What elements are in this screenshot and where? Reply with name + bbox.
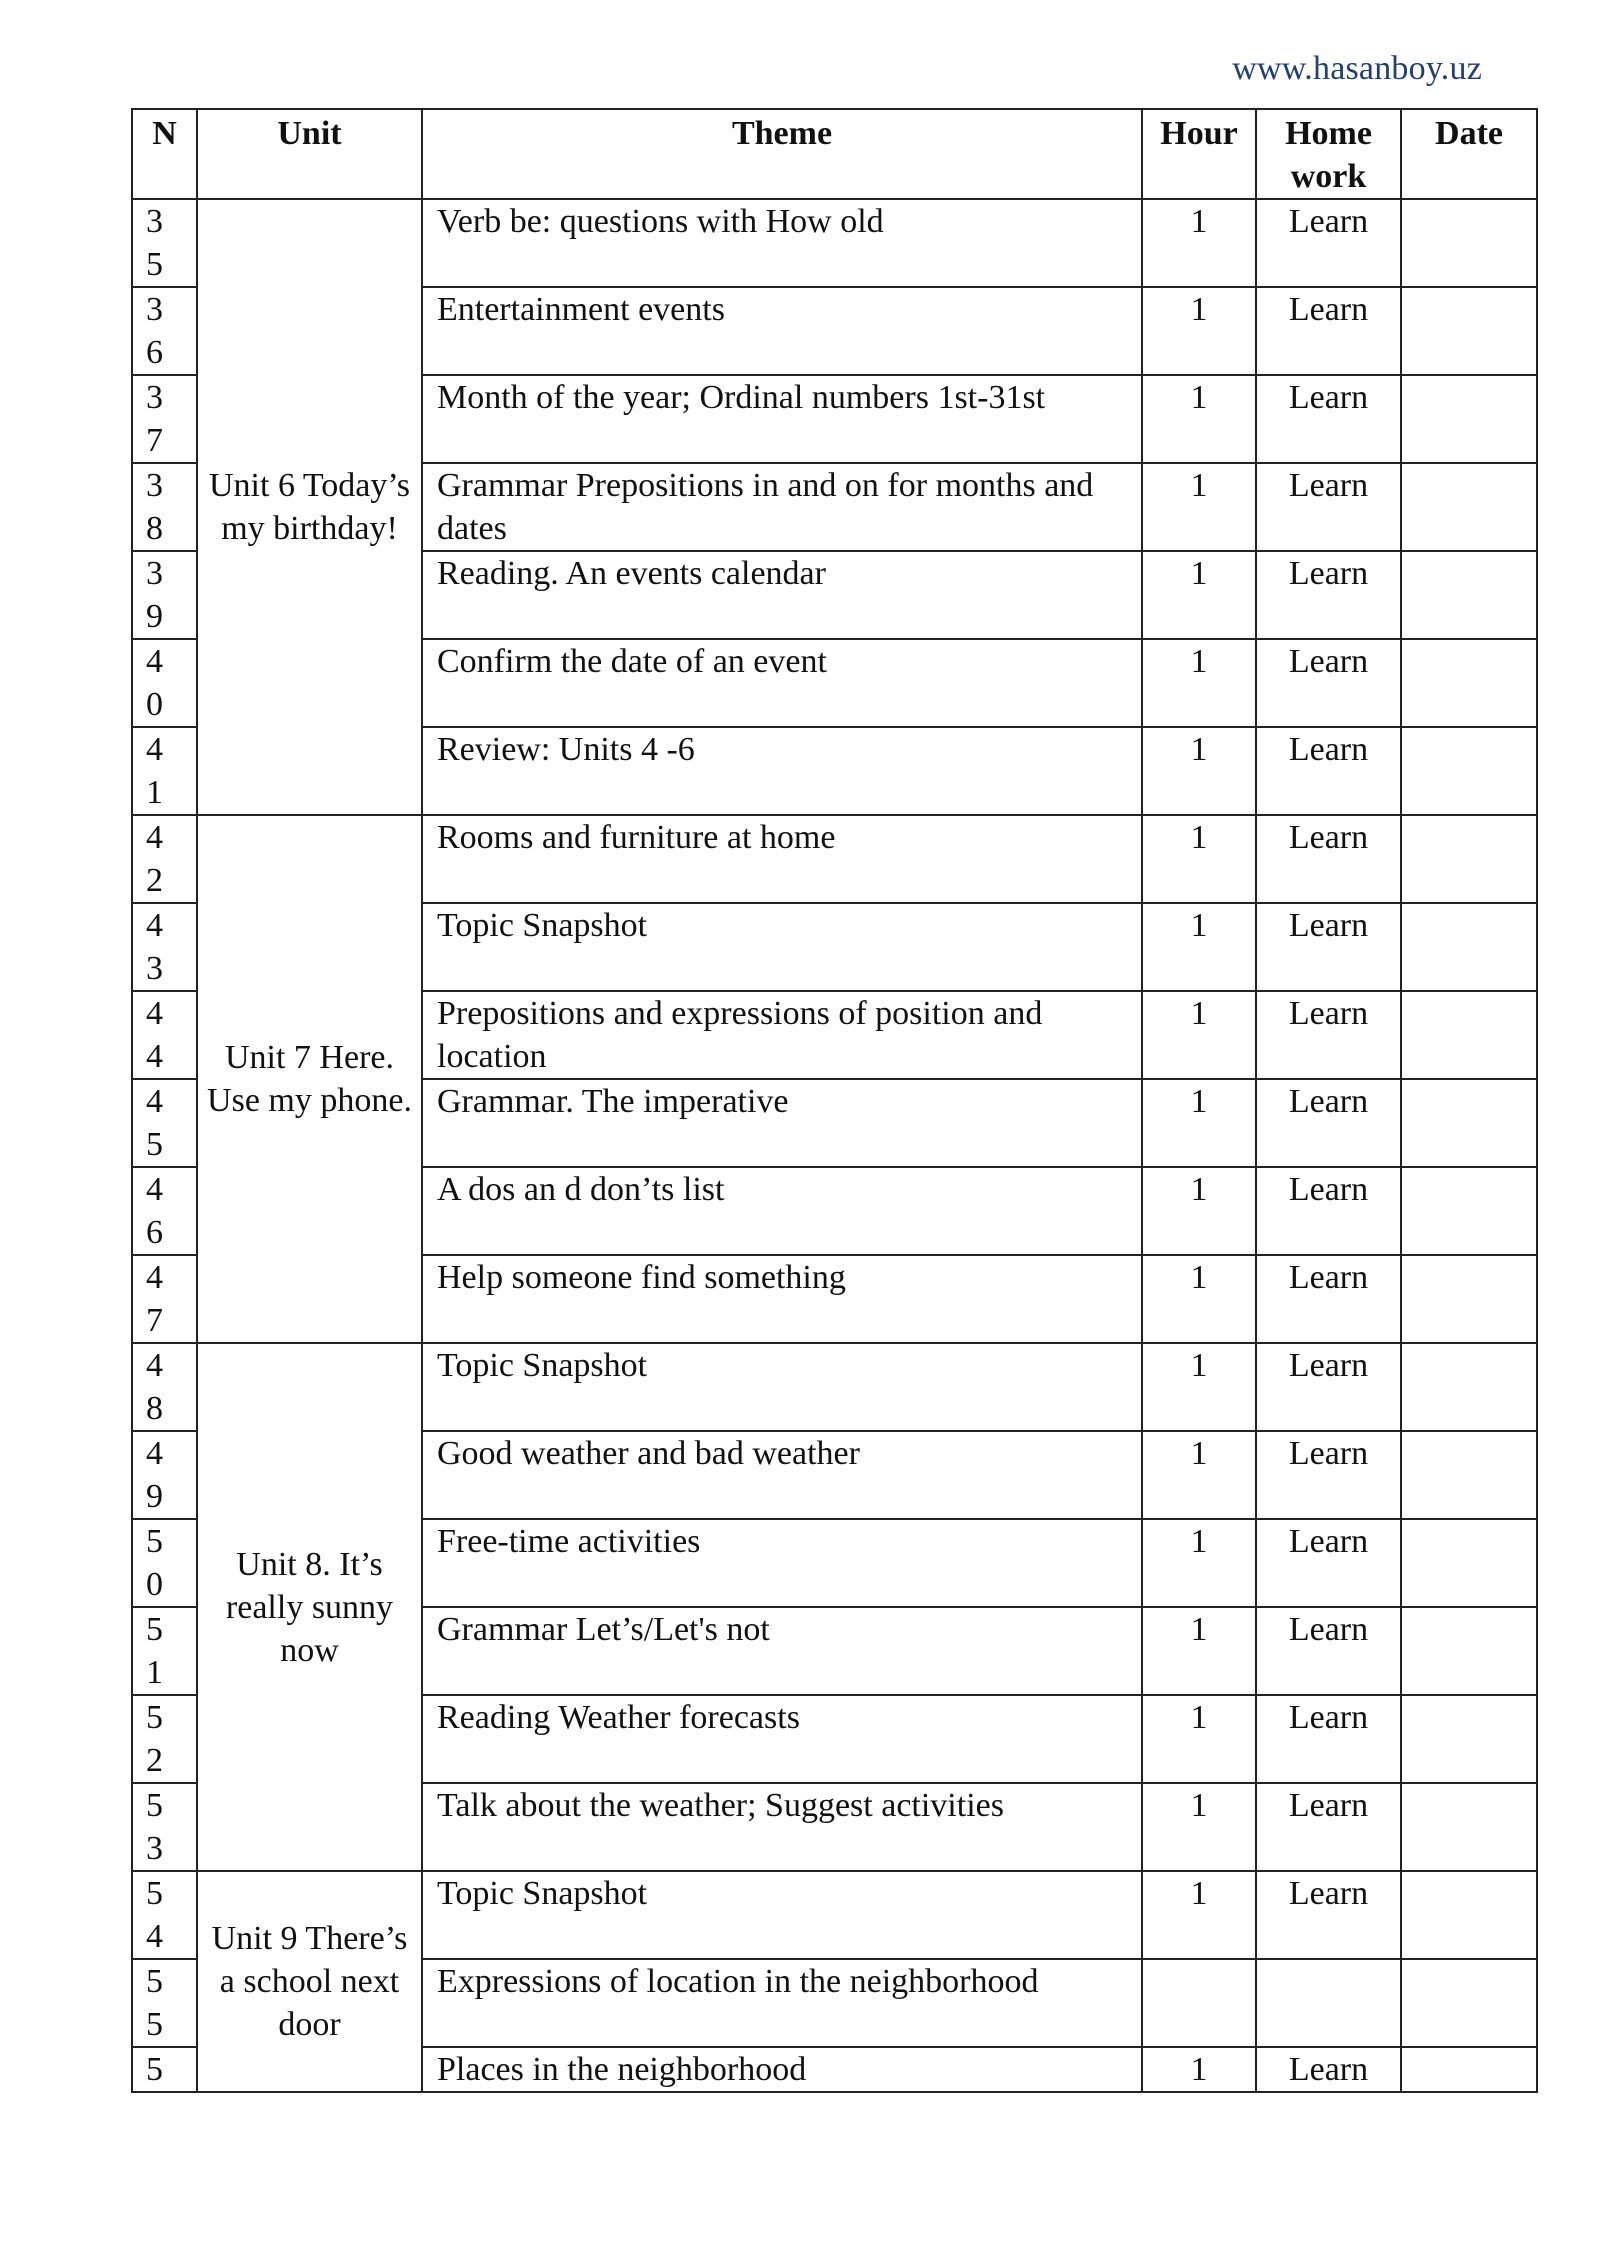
date-cell bbox=[1401, 639, 1537, 727]
column-header-hour: Hour bbox=[1142, 109, 1256, 199]
row-number: 38 bbox=[132, 463, 197, 551]
theme-cell: Grammar Prepositions in and on for months and dates bbox=[422, 463, 1142, 551]
row-number: 41 bbox=[132, 727, 197, 815]
theme-cell: Topic Snapshot bbox=[422, 1871, 1142, 1959]
hour-cell: 1 bbox=[1142, 1871, 1256, 1959]
homework-cell: Learn bbox=[1256, 1431, 1401, 1519]
row-number: 49 bbox=[132, 1431, 197, 1519]
table-row bbox=[132, 199, 1537, 287]
date-cell bbox=[1401, 815, 1537, 903]
column-header-theme: Theme bbox=[422, 109, 1142, 199]
date-cell bbox=[1401, 551, 1537, 639]
date-cell bbox=[1401, 1519, 1537, 1607]
homework-cell: Learn bbox=[1256, 1607, 1401, 1695]
homework-cell: Learn bbox=[1256, 287, 1401, 375]
column-header-n: N bbox=[132, 109, 197, 199]
hour-cell: 1 bbox=[1142, 903, 1256, 991]
column-header-unit: Unit bbox=[197, 109, 422, 199]
homework-cell: Learn bbox=[1256, 1255, 1401, 1343]
theme-cell: Topic Snapshot bbox=[422, 1343, 1142, 1431]
row-number: 44 bbox=[132, 991, 197, 1079]
row-number: 50 bbox=[132, 1519, 197, 1607]
theme-cell: A dos an d don’ts list bbox=[422, 1167, 1142, 1255]
hour-cell: 1 bbox=[1142, 1079, 1256, 1167]
hour-cell: 1 bbox=[1142, 463, 1256, 551]
column-header-date: Date bbox=[1401, 109, 1537, 199]
theme-cell: Talk about the weather; Suggest activities bbox=[422, 1783, 1142, 1871]
row-number: 48 bbox=[132, 1343, 197, 1431]
hour-cell: 1 bbox=[1142, 1519, 1256, 1607]
homework-cell: Learn bbox=[1256, 727, 1401, 815]
row-number: 46 bbox=[132, 1167, 197, 1255]
hour-cell: 1 bbox=[1142, 2047, 1256, 2092]
homework-cell: Learn bbox=[1256, 639, 1401, 727]
date-cell bbox=[1401, 375, 1537, 463]
date-cell bbox=[1401, 463, 1537, 551]
theme-cell: Prepositions and expressions of position and location bbox=[422, 991, 1142, 1079]
hour-cell: 1 bbox=[1142, 815, 1256, 903]
date-cell bbox=[1401, 1695, 1537, 1783]
site-url[interactable]: www.hasanboy.uz bbox=[1232, 50, 1482, 87]
theme-cell: Month of the year; Ordinal numbers 1st-31st bbox=[422, 375, 1142, 463]
homework-cell: Learn bbox=[1256, 199, 1401, 287]
hour-cell: 1 bbox=[1142, 1783, 1256, 1871]
date-cell bbox=[1401, 1871, 1537, 1959]
row-number: 5 bbox=[132, 2047, 197, 2092]
date-cell bbox=[1401, 727, 1537, 815]
date-cell bbox=[1401, 199, 1537, 287]
row-number: 45 bbox=[132, 1079, 197, 1167]
row-number: 43 bbox=[132, 903, 197, 991]
row-number: 42 bbox=[132, 815, 197, 903]
hour-cell: 1 bbox=[1142, 1695, 1256, 1783]
date-cell bbox=[1401, 2047, 1537, 2092]
date-cell bbox=[1401, 1255, 1537, 1343]
homework-cell bbox=[1256, 1959, 1401, 2047]
hour-cell: 1 bbox=[1142, 639, 1256, 727]
row-number: 51 bbox=[132, 1607, 197, 1695]
date-cell bbox=[1401, 1783, 1537, 1871]
row-number: 52 bbox=[132, 1695, 197, 1783]
lesson-plan-table bbox=[131, 108, 1538, 2093]
row-number: 36 bbox=[132, 287, 197, 375]
hour-cell: 1 bbox=[1142, 1167, 1256, 1255]
column-header-homework: Home work bbox=[1256, 109, 1401, 199]
unit-cell: Unit 7 Here. Use my phone. bbox=[197, 815, 422, 1343]
homework-cell: Learn bbox=[1256, 463, 1401, 551]
date-cell bbox=[1401, 991, 1537, 1079]
date-cell bbox=[1401, 1431, 1537, 1519]
table-row bbox=[132, 815, 1537, 903]
hour-cell: 1 bbox=[1142, 287, 1256, 375]
table-row bbox=[132, 1871, 1537, 1959]
date-cell bbox=[1401, 1167, 1537, 1255]
theme-cell: Expressions of location in the neighborhood bbox=[422, 1959, 1142, 2047]
unit-cell: Unit 9 There’s a school next door bbox=[197, 1871, 422, 2092]
theme-cell: Reading Weather forecasts bbox=[422, 1695, 1142, 1783]
theme-cell: Grammar Let’s/Let's not bbox=[422, 1607, 1142, 1695]
homework-cell: Learn bbox=[1256, 551, 1401, 639]
theme-cell: Grammar. The imperative bbox=[422, 1079, 1142, 1167]
hour-cell: 1 bbox=[1142, 1343, 1256, 1431]
hour-cell: 1 bbox=[1142, 199, 1256, 287]
theme-cell: Free-time activities bbox=[422, 1519, 1142, 1607]
date-cell bbox=[1401, 287, 1537, 375]
homework-cell: Learn bbox=[1256, 815, 1401, 903]
theme-cell: Confirm the date of an event bbox=[422, 639, 1142, 727]
homework-cell: Learn bbox=[1256, 1519, 1401, 1607]
homework-cell: Learn bbox=[1256, 1871, 1401, 1959]
hour-cell: 1 bbox=[1142, 1431, 1256, 1519]
row-number: 39 bbox=[132, 551, 197, 639]
row-number: 54 bbox=[132, 1871, 197, 1959]
row-number: 55 bbox=[132, 1959, 197, 2047]
theme-cell: Good weather and bad weather bbox=[422, 1431, 1142, 1519]
hour-cell: 1 bbox=[1142, 551, 1256, 639]
date-cell bbox=[1401, 1079, 1537, 1167]
unit-cell: Unit 6 Today’s my birthday! bbox=[197, 199, 422, 815]
homework-cell: Learn bbox=[1256, 2047, 1401, 2092]
homework-cell: Learn bbox=[1256, 1079, 1401, 1167]
row-number: 37 bbox=[132, 375, 197, 463]
theme-cell: Topic Snapshot bbox=[422, 903, 1142, 991]
theme-cell: Help someone find something bbox=[422, 1255, 1142, 1343]
table-row bbox=[132, 1343, 1537, 1431]
hour-cell: 1 bbox=[1142, 1607, 1256, 1695]
date-cell bbox=[1401, 1959, 1537, 2047]
homework-cell: Learn bbox=[1256, 1695, 1401, 1783]
row-number: 47 bbox=[132, 1255, 197, 1343]
unit-cell: Unit 8. It’s really sunny now bbox=[197, 1343, 422, 1871]
hour-cell bbox=[1142, 1959, 1256, 2047]
hour-cell: 1 bbox=[1142, 1255, 1256, 1343]
table-header-row bbox=[132, 109, 1537, 199]
theme-cell: Places in the neighborhood bbox=[422, 2047, 1142, 2092]
homework-cell: Learn bbox=[1256, 375, 1401, 463]
theme-cell: Rooms and furniture at home bbox=[422, 815, 1142, 903]
hour-cell: 1 bbox=[1142, 991, 1256, 1079]
theme-cell: Verb be: questions with How old bbox=[422, 199, 1142, 287]
date-cell bbox=[1401, 1607, 1537, 1695]
hour-cell: 1 bbox=[1142, 375, 1256, 463]
homework-cell: Learn bbox=[1256, 903, 1401, 991]
date-cell bbox=[1401, 1343, 1537, 1431]
row-number: 40 bbox=[132, 639, 197, 727]
homework-cell: Learn bbox=[1256, 1167, 1401, 1255]
row-number: 53 bbox=[132, 1783, 197, 1871]
theme-cell: Review: Units 4 -6 bbox=[422, 727, 1142, 815]
date-cell bbox=[1401, 903, 1537, 991]
homework-cell: Learn bbox=[1256, 991, 1401, 1079]
hour-cell: 1 bbox=[1142, 727, 1256, 815]
theme-cell: Entertainment events bbox=[422, 287, 1142, 375]
homework-cell: Learn bbox=[1256, 1783, 1401, 1871]
homework-cell: Learn bbox=[1256, 1343, 1401, 1431]
row-number: 35 bbox=[132, 199, 197, 287]
theme-cell: Reading. An events calendar bbox=[422, 551, 1142, 639]
